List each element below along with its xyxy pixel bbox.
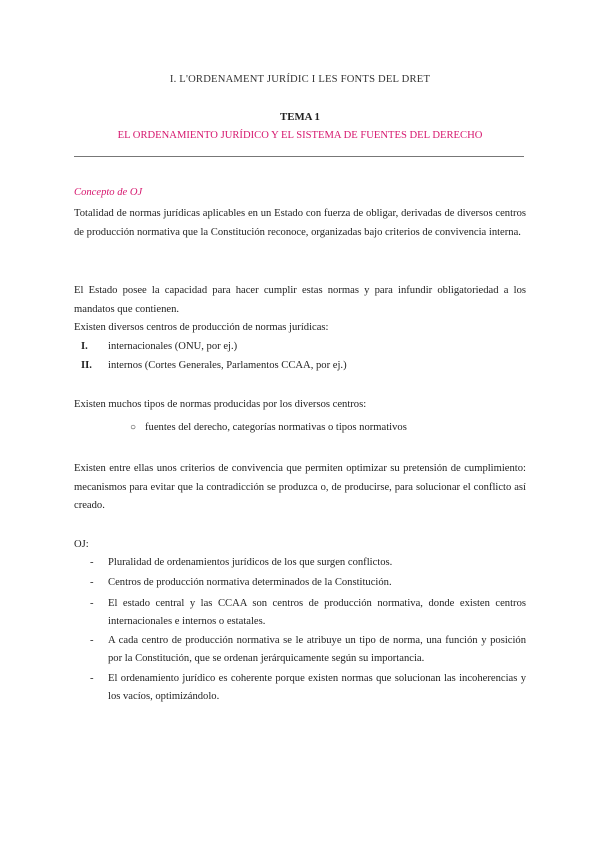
definition-paragraph: Totalidad de normas jurídicas aplicables en un Estado con fuerza de obligar, derivadas de diversos centros de producción normativa que la Constitución reconoce, organizadas bajo criterios de convivencia interna.	[74, 208, 526, 238]
list-item-text: fuentes del derecho, categorías normativas o tipos normativos	[145, 422, 407, 433]
roman-numeral: II.	[81, 360, 92, 371]
tipos-intro: Existen muchos tipos de normas producidas por los diversos centros:	[74, 399, 367, 410]
centros-intro: Existen diversos centros de producción de normas jurídicas:	[74, 322, 329, 333]
page-title: TEMA 1	[280, 111, 320, 123]
section-header: I. L'ORDENAMENT JURÍDIC I LES FONTS DEL DRET	[169, 74, 431, 85]
criterios-paragraph: Existen entre ellas unos criterios de convivencia que permiten optimizar su pretensión de cumplimiento: mecanismos para evitar que la contradicción se produzca o, de producirse, para solucionar el conflicto así creado.	[74, 463, 526, 512]
dash-bullet-icon: -	[90, 577, 94, 588]
title-divider	[74, 156, 524, 157]
list-item-text: Centros de producción normativa determinados de la Constitución.	[108, 577, 392, 588]
list-item-text: Pluralidad de ordenamientos jurídicos de los que surgen conflictos.	[108, 557, 393, 568]
roman-numeral: I.	[81, 341, 88, 352]
list-item-text: El estado central y las CCAA son centros de producción normativa, donde existen centros internacionales e internos o estatales.	[108, 598, 526, 628]
concepto-heading: Concepto de OJ	[74, 187, 143, 198]
list-item-text: internacionales (ONU, por ej.)	[108, 341, 238, 352]
dash-bullet-icon: -	[90, 598, 94, 609]
dash-bullet-icon: -	[90, 635, 94, 646]
list-item-text: A cada centro de producción normativa se le atribuye un tipo de norma, una función y posición por la Constitución, que se ordenan jerárquicamente según su importancia.	[108, 635, 526, 665]
dash-bullet-icon: -	[90, 557, 94, 568]
estado-paragraph: El Estado posee la capacidad para hacer cumplir estas normas y para infundir obligatoriedad a los mandatos que contienen.	[74, 285, 526, 315]
oj-label: OJ:	[74, 539, 89, 550]
list-item-text: El ordenamiento jurídico es coherente porque existen normas que solucionan las incoherencias y los vacíos, optimizándolo.	[108, 673, 526, 703]
page-subtitle: EL ORDENAMIENTO JURÍDICO Y EL SISTEMA DE FUENTES DEL DERECHO	[117, 130, 483, 141]
list-item-text: internos (Cortes Generales, Parlamentos CCAA, por ej.)	[108, 360, 347, 371]
dash-bullet-icon: -	[90, 673, 94, 684]
circle-bullet-icon: ○	[130, 422, 137, 433]
